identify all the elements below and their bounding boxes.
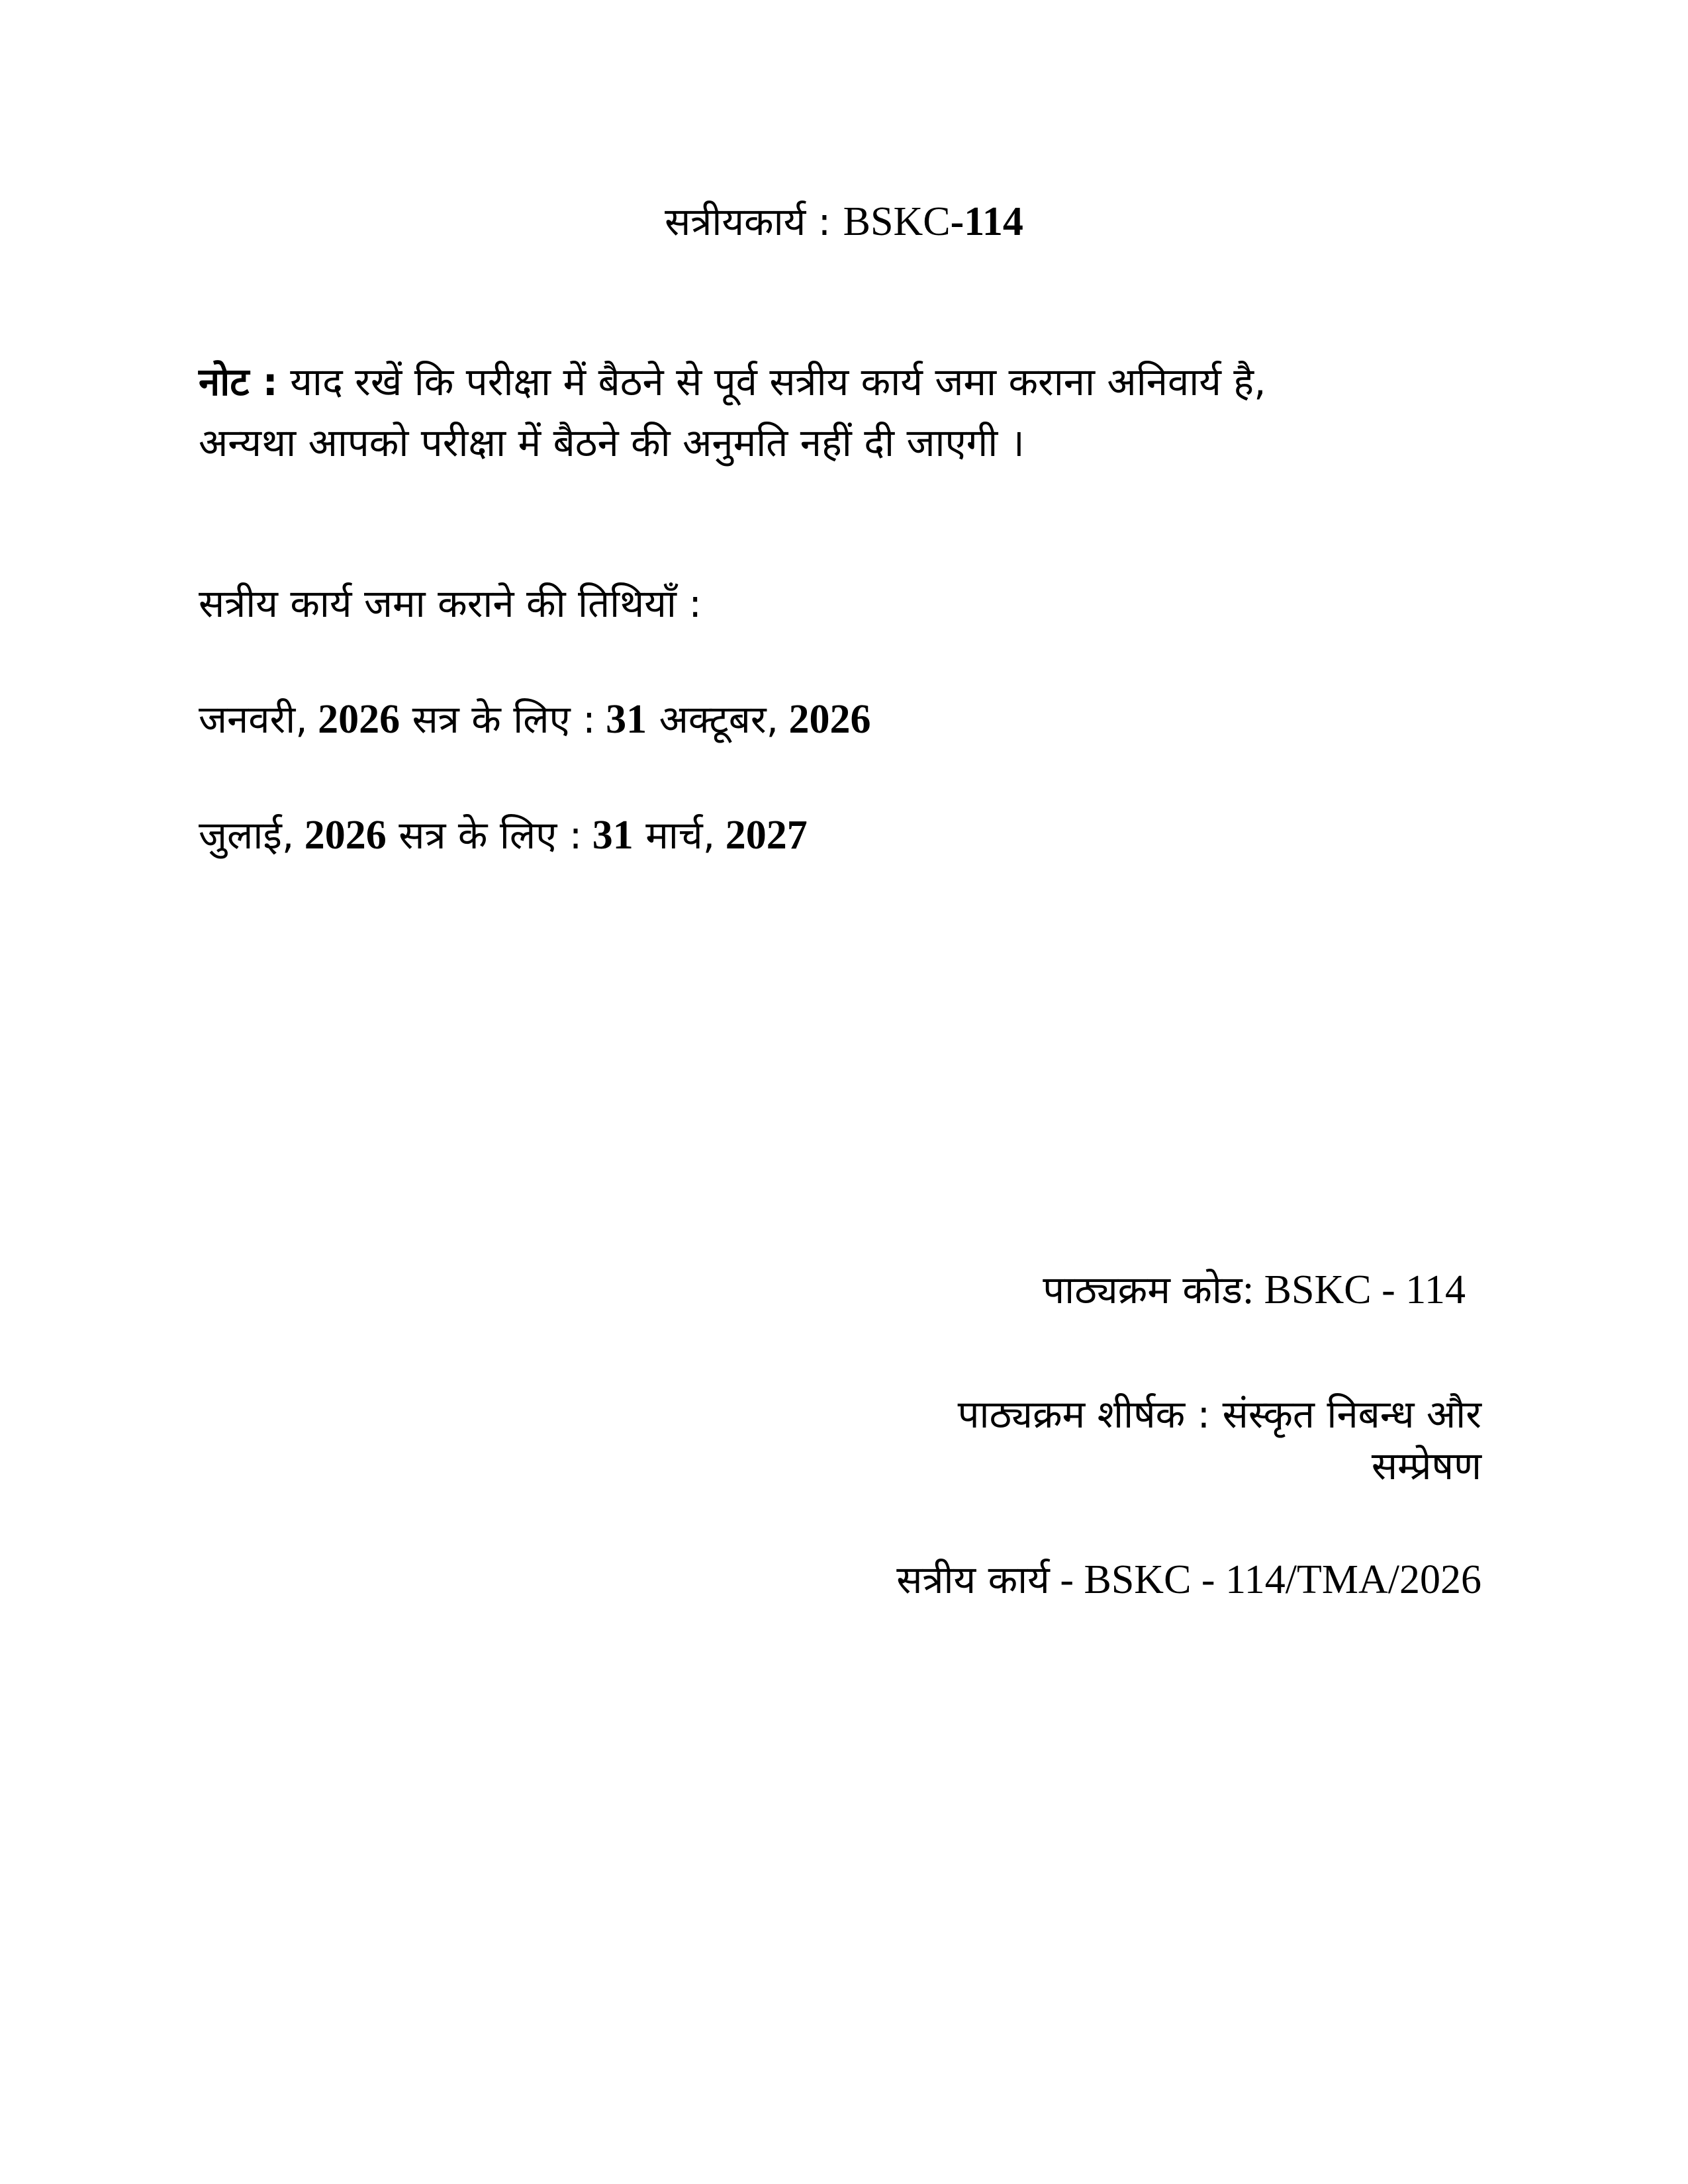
july-date-year: 2027 <box>715 813 808 858</box>
july-date-day: 31 <box>582 813 633 858</box>
july-session-date <box>199 811 808 860</box>
course-title-line-1 <box>958 1390 1481 1439</box>
dates-heading-text: सत्रीय कार्य जमा कराने की तिथियाँ : <box>199 581 702 626</box>
note-line-1 <box>199 357 1266 406</box>
january-date-year: 2026 <box>778 697 871 742</box>
january-year: 2026 <box>307 697 400 742</box>
assignment-reference <box>896 1555 1481 1604</box>
july-session-text: सत्र के लिए : <box>386 813 583 858</box>
note-label: नोट : <box>199 359 278 404</box>
title-number: -114 <box>950 199 1023 244</box>
july-label: जुलाई, <box>199 813 295 858</box>
note-text-2: अन्यथा आपको परीक्षा में बैठने की अनुमति नहीं दी जाएगी । <box>199 420 1025 465</box>
course-title-continued: सम्प्रेषण <box>1371 1443 1481 1488</box>
january-date-day: 31 <box>595 697 647 742</box>
course-title-label: पाठ्यक्रम शीर्षक : संस्कृत निबन्ध और <box>957 1392 1481 1437</box>
submission-dates-heading <box>199 579 702 628</box>
assignment-title <box>0 197 1688 246</box>
course-code-label: पाठ्यक्रम कोड <box>1043 1267 1243 1312</box>
assignment-label: सत्रीय कार्य <box>896 1557 1050 1602</box>
january-label: जनवरी, <box>199 697 308 742</box>
title-code: BSKC <box>843 199 951 244</box>
july-date-month: मार्च, <box>633 813 716 858</box>
course-code-value: : BSKC - 114 <box>1242 1267 1466 1312</box>
note-text-1: याद रखें कि परीक्षा में बैठने से पूर्व सत्रीय कार्य जमा कराना अनिवार्य है, <box>277 359 1266 404</box>
assignment-value: - BSKC - 114/TMA/2026 <box>1049 1557 1481 1602</box>
course-title-line-2 <box>1372 1441 1481 1490</box>
july-year: 2026 <box>294 813 387 858</box>
course-code <box>1043 1265 1466 1314</box>
title-prefix: सत्रीयकार्य : <box>665 199 843 244</box>
january-date-month: अक्टूबर, <box>647 697 779 742</box>
note-line-2 <box>199 418 1025 467</box>
january-session-date <box>199 695 871 744</box>
january-session-text: सत्र के लिए : <box>400 697 596 742</box>
